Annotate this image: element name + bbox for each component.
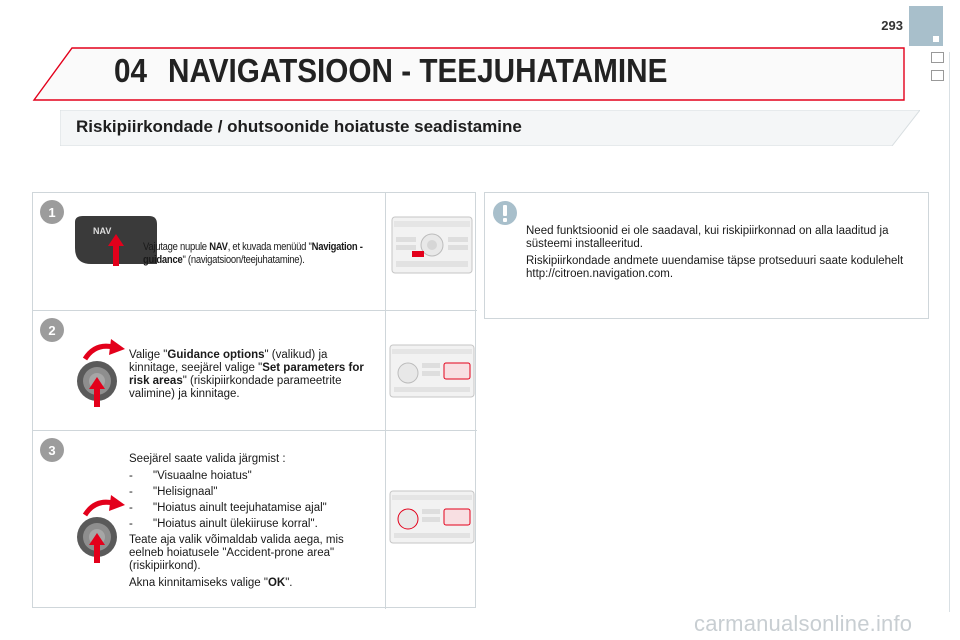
step-3-text [129,453,379,590]
step-badge-3 [39,437,65,463]
step-2 [33,311,477,431]
step-1 [33,193,477,311]
page-number: 293 [881,18,903,33]
radio-knob-panel-icon [386,311,478,431]
notice-paragraph: Need funktsioonid ei ole saadaval, kui riskipiirkonnad on alla laaditud ja süsteemi installeeritud. [526,225,889,250]
notice-panel [484,192,929,319]
svg-text:1: 1 [48,205,56,220]
step-3-confirm: Akna kinnitamiseks valige "OK". [129,577,293,589]
list-item: - "Visuaalne hoiatus" [129,470,252,482]
rotary-knob-icon [71,493,131,563]
page-corner-tab [909,6,943,46]
chapter-title: NAVIGATSIOON - TEEJUHATAMINE [168,52,668,89]
side-index-box [931,52,944,63]
step-3-thumbnail-area [385,431,477,609]
list-item: - "Hoiatus ainult teejuhatamise ajal" [129,502,327,514]
rotary-knob-icon [71,337,131,407]
svg-text:3: 3 [48,443,56,458]
chapter-number: 04 [114,52,148,89]
exclamation-icon [492,200,518,226]
radio-knob-panel-icon [386,431,478,609]
step-2-text: Valige "Guidance options" (valikud) ja kinnitage, seejärel valige "Set parameters for risk areas" (riskipiirkondade parameetrite valimine) ja kinnitage. [129,349,364,400]
step-badge-2 [39,317,65,343]
side-index-box [931,70,944,81]
step-2-thumbnail-area [385,311,477,430]
side-rule [949,52,950,612]
section-header [60,110,920,146]
step-1-thumbnail-area [385,193,477,310]
step-3-paragraph: Teate aja valik võimaldab valida aega, mis eelneb hoiatusele "Accident-prone area" (riskipiirkond). [129,534,344,572]
svg-text:2: 2 [48,323,56,338]
footer-watermark: carmanualsonline.info [694,611,913,636]
notice-text [526,225,924,285]
section-title: Riskipiirkondade / ohutsoonide hoiatuste seadistamine [76,117,522,136]
steps-panel [32,192,476,608]
step-3-intro: Seejärel saate valida järgmist : [129,453,286,465]
step-badge-1 [39,199,65,225]
chapter-banner [32,46,906,102]
step-1-text: Vajutage nupule NAV, et kuvada menüüd "Navigation - guidance" (navigatsioon/teejuhatamine). [143,241,363,266]
list-item: - "Hoiatus ainult ülekiiruse korral". [129,518,318,530]
list-item: - "Helisignaal" [129,486,218,498]
step-3 [33,431,477,609]
radio-front-panel-icon [386,193,478,311]
svg-text:NAV: NAV [93,226,112,236]
notice-paragraph: Riskipiirkondade andmete uuendamise täpse protseduuri saate kodulehelt http://citroen.navigation.com. [526,255,904,280]
